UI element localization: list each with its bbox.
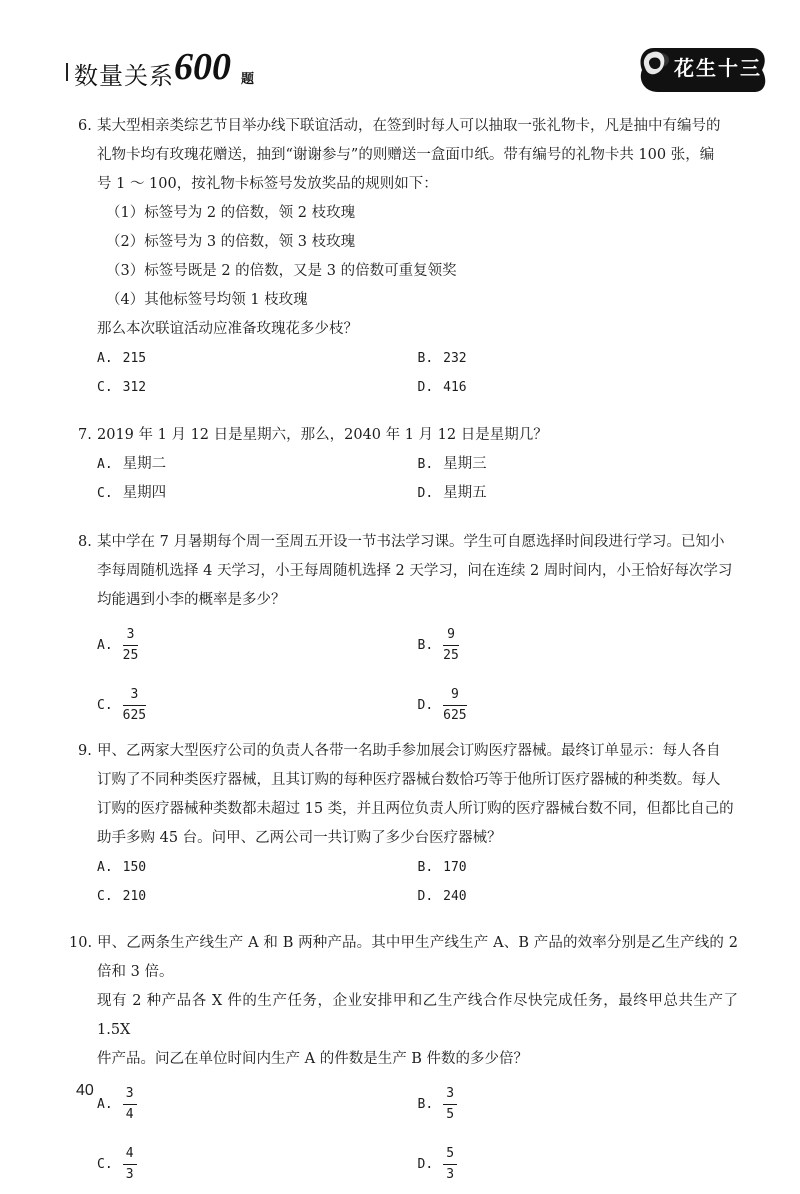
option-label: A.	[97, 637, 113, 653]
stem-line: 甲、乙两条生产线生产 A 和 B 两种产品。其中甲生产线生产 A、B 产品的效率分别是乙生产线的 2 倍和 3 倍。	[97, 935, 738, 980]
rule-line: （3）标签号既是 2 的倍数，又是 3 的倍数可重复领奖	[106, 263, 457, 279]
answer-options	[97, 1074, 738, 1194]
question-list	[69, 112, 738, 1194]
question-number: 8.	[78, 534, 92, 550]
option-value: 210	[122, 889, 147, 904]
fraction-denominator: 625	[122, 707, 147, 723]
option-d[interactable]	[418, 675, 739, 735]
option-label: D.	[417, 486, 434, 501]
page-header	[0, 0, 800, 100]
option-d[interactable]	[418, 1134, 739, 1194]
option-a[interactable]	[97, 1074, 418, 1134]
option-value: 240	[443, 889, 467, 904]
question-stem	[97, 421, 738, 450]
option-value: 312	[122, 380, 147, 395]
question-7	[78, 421, 738, 508]
option-value: 星期五	[443, 485, 487, 501]
option-a[interactable]	[97, 615, 418, 675]
stem-line: 号 1 ～ 100，按礼物卡标签号发放奖品的规则如下：	[97, 176, 438, 192]
option-label: D.	[417, 1156, 434, 1172]
option-d[interactable]	[418, 479, 739, 508]
option-fraction	[443, 1085, 457, 1124]
option-fraction	[123, 1085, 137, 1124]
fraction-numerator: 3	[126, 626, 135, 642]
option-fraction	[443, 626, 459, 665]
option-a[interactable]	[97, 344, 418, 373]
fraction-numerator: 3	[125, 1085, 134, 1101]
option-label: A.	[97, 351, 113, 366]
option-value: 215	[122, 351, 147, 366]
fraction-numerator: 3	[130, 686, 139, 702]
option-c[interactable]	[97, 373, 418, 402]
fraction-denominator: 25	[443, 647, 459, 663]
question-prompt: 那么本次联谊活动应准备玫瑰花多少枝？	[97, 321, 358, 337]
option-label: C.	[97, 697, 113, 713]
rule-line: （1）标签号为 2 的倍数，领 2 枝玫瑰	[106, 205, 356, 221]
option-value: 星期四	[122, 485, 167, 501]
option-label: D.	[417, 889, 434, 904]
fraction-numerator: 5	[446, 1145, 455, 1161]
option-value: 150	[122, 860, 147, 875]
fraction-denominator: 3	[446, 1166, 455, 1182]
option-fraction	[123, 1145, 137, 1184]
stem-line: 订购了不同种类医疗器械，且其订购的每种医疗器械台数恰巧等于他所订医疗器械的种类数。每人	[97, 772, 721, 788]
fraction-numerator: 9	[447, 626, 455, 642]
option-label: A.	[97, 457, 113, 472]
option-c[interactable]	[97, 1134, 418, 1194]
question-stem	[97, 737, 738, 853]
option-label: C.	[97, 1156, 113, 1172]
question-number: 6.	[78, 118, 92, 134]
stem-line: 订购的医疗器械种类数都未超过 15 类，并且两位负责人所订购的医疗器械台数不同，但都比自己的	[97, 801, 734, 817]
stem-line: 某大型相亲类综艺节目举办线下联谊活动，在签到时每人可以抽取一张礼物卡，凡是抽中有编号的	[97, 118, 721, 134]
question-number: 7.	[78, 427, 92, 443]
option-label: B.	[417, 457, 434, 472]
logo-text: 花生十三	[674, 56, 762, 80]
rule-line: （4）其他标签号均领 1 枝玫瑰	[106, 292, 308, 308]
book-title-number: 600	[174, 46, 231, 88]
stem-line: 助手多购 45 台。问甲、乙两公司一共订购了多少台医疗器械？	[97, 830, 502, 846]
option-b[interactable]	[418, 853, 739, 882]
book-title: 数量关系	[74, 62, 174, 90]
fraction-numerator: 9	[450, 686, 459, 702]
question-number: 9.	[78, 743, 92, 759]
question-6	[78, 112, 738, 402]
answer-options	[97, 344, 738, 402]
option-label: C.	[97, 889, 113, 904]
option-label: C.	[97, 380, 113, 395]
fraction-denominator: 625	[443, 707, 467, 723]
question-number: 10.	[69, 935, 93, 951]
option-label: B.	[417, 860, 434, 875]
page-number: 40	[76, 1082, 94, 1099]
fraction-denominator: 3	[125, 1166, 134, 1182]
option-label: A.	[97, 1096, 113, 1112]
option-label: C.	[97, 486, 113, 501]
option-b[interactable]	[418, 1074, 739, 1134]
question-9	[78, 737, 738, 911]
option-c[interactable]	[97, 882, 418, 911]
option-label: B.	[417, 1096, 434, 1112]
option-value: 170	[443, 860, 467, 875]
option-fraction	[443, 686, 466, 725]
stem-line: 2019 年 1 月 12 日是星期六，那么，2040 年 1 月 12 日是星期几？	[97, 427, 548, 443]
fraction-denominator: 5	[446, 1106, 455, 1122]
stem-line: 件产品。问乙在单位时间内生产 A 的件数是生产 B 件数的多少倍？	[97, 1051, 529, 1067]
rule-line: （2）标签号为 3 的倍数，领 3 枝玫瑰	[106, 234, 356, 250]
option-fraction	[443, 1145, 457, 1184]
option-d[interactable]	[418, 882, 739, 911]
option-value: 232	[443, 351, 467, 366]
option-value: 星期二	[122, 456, 167, 472]
option-b[interactable]	[418, 450, 739, 479]
stem-line: 礼物卡均有玫瑰花赠送，抽到“谢谢参与”的则赠送一盒面巾纸。带有编号的礼物卡共 100 张，编	[97, 147, 715, 163]
answer-options	[97, 450, 738, 508]
question-10	[69, 929, 738, 1194]
header-divider	[66, 63, 68, 81]
fraction-numerator: 4	[125, 1145, 134, 1161]
fraction-numerator: 3	[446, 1085, 455, 1101]
question-stem	[97, 112, 738, 199]
book-title-unit: 题	[241, 72, 255, 87]
option-c[interactable]	[97, 675, 418, 735]
option-label: D.	[417, 380, 434, 395]
option-label: A.	[97, 860, 113, 875]
option-fraction	[123, 686, 146, 725]
option-value: 星期三	[443, 456, 487, 472]
fraction-denominator: 25	[122, 647, 139, 663]
option-a[interactable]	[97, 450, 418, 479]
option-label: D.	[417, 697, 434, 713]
answer-options	[97, 615, 738, 735]
question-stem	[97, 528, 738, 615]
option-fraction	[123, 626, 139, 665]
option-label: B.	[417, 637, 434, 653]
option-d[interactable]	[418, 373, 739, 402]
stem-line: 现有 2 种产品各 X 件的生产任务，企业安排甲和乙生产线合作尽快完成任务，最终甲总共生产了 1.5X	[97, 993, 738, 1038]
fraction-denominator: 4	[125, 1106, 134, 1122]
option-b[interactable]	[418, 344, 739, 373]
option-c[interactable]	[97, 479, 418, 508]
stem-line: 李每周随机选择 4 天学习，小王每周随机选择 2 天学习，问在连续 2 周时间内，小王恰好每次学习	[97, 563, 733, 579]
question-8	[78, 528, 738, 735]
stem-line: 甲、乙两家大型医疗公司的负责人各带一名助手参加展会订购医疗器械。最终订单显示：每人各自	[97, 743, 721, 759]
question-stem	[97, 929, 738, 1074]
brand-logo	[636, 44, 770, 96]
option-a[interactable]	[97, 853, 418, 882]
option-b[interactable]	[418, 615, 739, 675]
option-label: B.	[417, 351, 434, 366]
stem-line: 均能遇到小李的概率是多少？	[97, 592, 286, 608]
option-value: 416	[443, 380, 467, 395]
stem-line: 某中学在 7 月暑期每个周一至周五开设一节书法学习课。学生可自愿选择时间段进行学习。已知小	[97, 534, 725, 550]
answer-options	[97, 853, 738, 911]
